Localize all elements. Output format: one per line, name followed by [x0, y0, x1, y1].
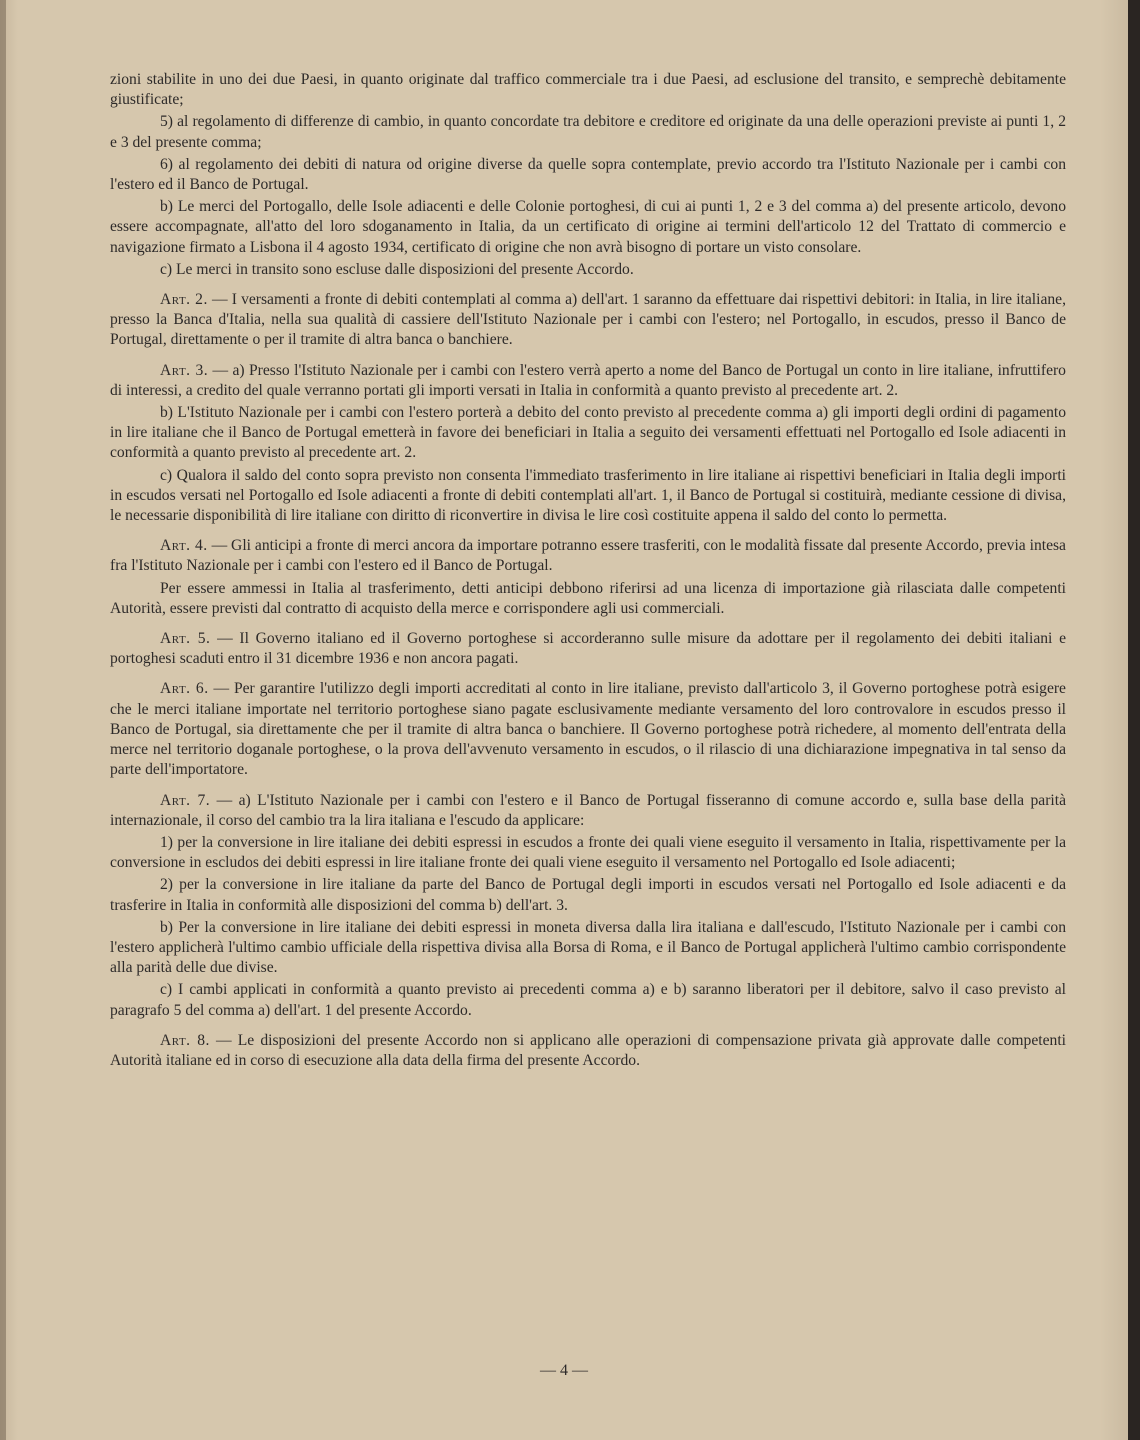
paragraph-text: — Le disposizioni del presente Accordo non si applicano alle operazioni di compensazione privata già approvate dalle competenti Autorità italiane ed in corso di esecuzione alla data della firma del presente Accordo. [110, 1031, 1066, 1069]
page-number: — 4 — [540, 1362, 588, 1379]
article-3 [110, 361, 1066, 401]
article-4 [110, 536, 1066, 576]
paragraph-text: — Il Governo italiano ed il Governo portoghese si accorderanno sulle misure da adottare per il regolamento dei debiti italiani e portoghesi scaduti entro il 31 dicembre 1936 e non ancora pagati. [110, 630, 1066, 668]
article-label: Art. 8. [160, 1031, 210, 1049]
article-label: Art. 6. [160, 680, 209, 698]
paragraph-text: 1) per la conversione in lire italiane dei debiti espressi in escudos a fronte dei quali viene eseguito il versamento in Italia, rispettivamente per la conversione in escludos dei debiti espressi in lire italiane fronte dei quali viene eseguito il versamento nel Portogallo ed Isole adiacenti; [110, 833, 1066, 872]
paragraph-comma-c [110, 260, 1066, 280]
paragraph-text: c) I cambi applicati in conformità a quanto previsto ai precedenti comma a) e b) saranno liberatori per il debitore, salvo il caso previsto al paragrafo 5 del comma a) dell'art. 1 del presente Accordo. [110, 981, 1066, 1019]
article-label: Art. 4. [160, 537, 208, 555]
article-3-c [110, 466, 1066, 527]
paragraph-text: — a) Presso l'Istituto Nazionale per i cambi con l'estero verrà aperto a nome del Banco de Portugal un conto in lire italiane, infruttifero di interessi, a credito del quale verranno portati gli importi versati in Italia in conformità a quanto previsto al precedente art. 2. [110, 361, 1066, 399]
paragraph-text: b) Per la conversione in lire italiane dei debiti espressi in moneta diversa dalla lira italiana e dall'escudo, l'Istituto Nazionale per i cambi con l'estero applicherà l'ultimo cambio ufficiale della rispettiva divisa alla Borsa di Roma, e il Banco de Portugal applicherà l'ultimo cambio corrispondente alla parità delle due divise. [110, 918, 1066, 977]
article-7-item-1 [110, 833, 1066, 873]
article-3-b [110, 403, 1066, 464]
article-4-second [110, 579, 1066, 619]
paragraph-text: zioni stabilite in uno dei due Paesi, in quanto originate dal traffico commerciale tra i due Paesi, ad esclusione del transito, e semprechè debitamente giustificate; [110, 71, 1066, 109]
paragraph-text: c) Qualora il saldo del conto sopra previsto non consenta l'immediato trasferimento in lire italiane ai rispettivi beneficiari in Italia degli importi in escudos versati nel Portogallo ed Isole adiacenti a fronte di debiti contemplati all'art. 1, il Banco de Portugal si costituirà, mediante cessione di divisa, le necessarie disponibilità di lire italiane con diritto di riconvertire in divisa le lire così costituite appena il saldo del conto lo permetta. [110, 466, 1066, 525]
document-body [110, 70, 1066, 1073]
paragraph-item-6 [110, 155, 1066, 195]
paragraph-text: 5) al regolamento di differenze di cambio, in quanto concordate tra debitore e creditore ed originate da una delle operazioni previste ai punti 1, 2 e 3 del presente comma; [110, 113, 1066, 151]
paragraph-text: 6) al regolamento dei debiti di natura od origine diverse da quelle sopra contemplate, previo accordo tra l'Istituto Nazionale per i cambi con l'estero ed il Banco de Portugal. [110, 155, 1066, 194]
article-2 [110, 290, 1066, 351]
article-5 [110, 629, 1066, 669]
article-7-c [110, 980, 1066, 1020]
page-edge-shadow [0, 0, 6, 1440]
article-label: Art. 5. [160, 630, 211, 648]
paragraph-text: — a) L'Istituto Nazionale per i cambi con l'estero e il Banco de Portugal fisseranno di comune accordo e, sulla base della parità internazionale, il corso del cambio tra la lira italiana e l'escudo da applicare: [110, 791, 1067, 829]
paragraph-text: 2) per la conversione in lire italiane da parte del Banco de Portugal degli importi in escudos versati nel Portogallo ed Isole adiacenti e da trasferire in Italia in conformità alle disposizioni del comma b) dell'art. 3. [110, 876, 1066, 914]
article-label: Art. 3. [160, 361, 209, 379]
article-label: Art. 7. [160, 791, 211, 809]
paragraph-continuation [110, 70, 1066, 110]
paragraph-text: b) L'Istituto Nazionale per i cambi con l'estero porterà a debito del conto previsto al precedente comma a) gli importi degli ordini di pagamento in lire italiane che il Banco de Portugal emetterà in favore dei beneficiari in Italia a seguito dei versamenti effettuati nel Portogallo ed Isole adiacenti in conformità a quanto previsto al precedente art. 2. [110, 404, 1066, 462]
paragraph-comma-b [110, 197, 1066, 258]
article-7-b [110, 918, 1066, 979]
article-label: Art. 2. [160, 291, 208, 309]
article-7 [110, 791, 1066, 831]
paragraph-item-5 [110, 112, 1066, 152]
paragraph-text: — I versamenti a fronte di debiti contemplati al comma a) dell'art. 1 saranno da effettuare dai rispettivi debitori: in Italia, in lire italiane, presso la Banca d'Italia, nella sua qualità di cassiere dell'Istituto Nazionale per i cambi con l'estero; nel Portogallo, in escudos, presso il Banco de Portugal, direttamente o per il tramite di altra banca o banchiere. [110, 291, 1066, 349]
paragraph-text: c) Le merci in transito sono escluse dalle disposizioni del presente Accordo. [160, 260, 634, 278]
article-6 [110, 679, 1066, 780]
paragraph-text: b) Le merci del Portogallo, delle Isole adiacenti e delle Colonie portoghesi, di cui ai punti 1, 2 e 3 del comma a) del presente articolo, devono essere accompagnate, all'atto del loro sdoganamento in Italia, da un certificato di origine ai termini dell'articolo 12 del Trattato di commercio e navigazione firmato a Lisbona il 4 agosto 1934, certificato di origine che non avrà bisogno di portare un visto consolare. [110, 198, 1066, 256]
article-8 [110, 1031, 1066, 1071]
paragraph-text: — Per garantire l'utilizzo degli importi accreditati al conto in lire italiane, previsto dall'articolo 3, il Governo portoghese potrà esigere che le merci italiane importate nel territorio portoghese siano pagate esclusivamente mediante versamento del loro controvalore in escudos presso il Banco de Portugal, sia direttamente che per il tramite di altra banca o banchiere. Il Governo portoghese potrà richedere, al momento dell'entrata della merce nel territorio doganale portoghese, o la prova dell'avvenuto versamento in escudos, o il rilascio di una dichiarazione impegnativa in tal senso da parte dell'importatore. [110, 680, 1066, 779]
scan-border [1128, 0, 1140, 1440]
paragraph-text: Per essere ammessi in Italia al trasferimento, detti anticipi debbono riferirsi ad una licenza di importazione già rilasciata dalle competenti Autorità, essere previsti dal contratto di acquisto della merce e corrispondere agli usi commerciali. [110, 579, 1066, 617]
article-7-item-2 [110, 875, 1066, 915]
paragraph-text: — Gli anticipi a fronte di merci ancora da importare potranno essere trasferiti, con le modalità fissate dal presente Accordo, previa intesa fra l'Istituto Nazionale per i cambi con l'estero ed il Banco de Portugal. [110, 537, 1066, 575]
